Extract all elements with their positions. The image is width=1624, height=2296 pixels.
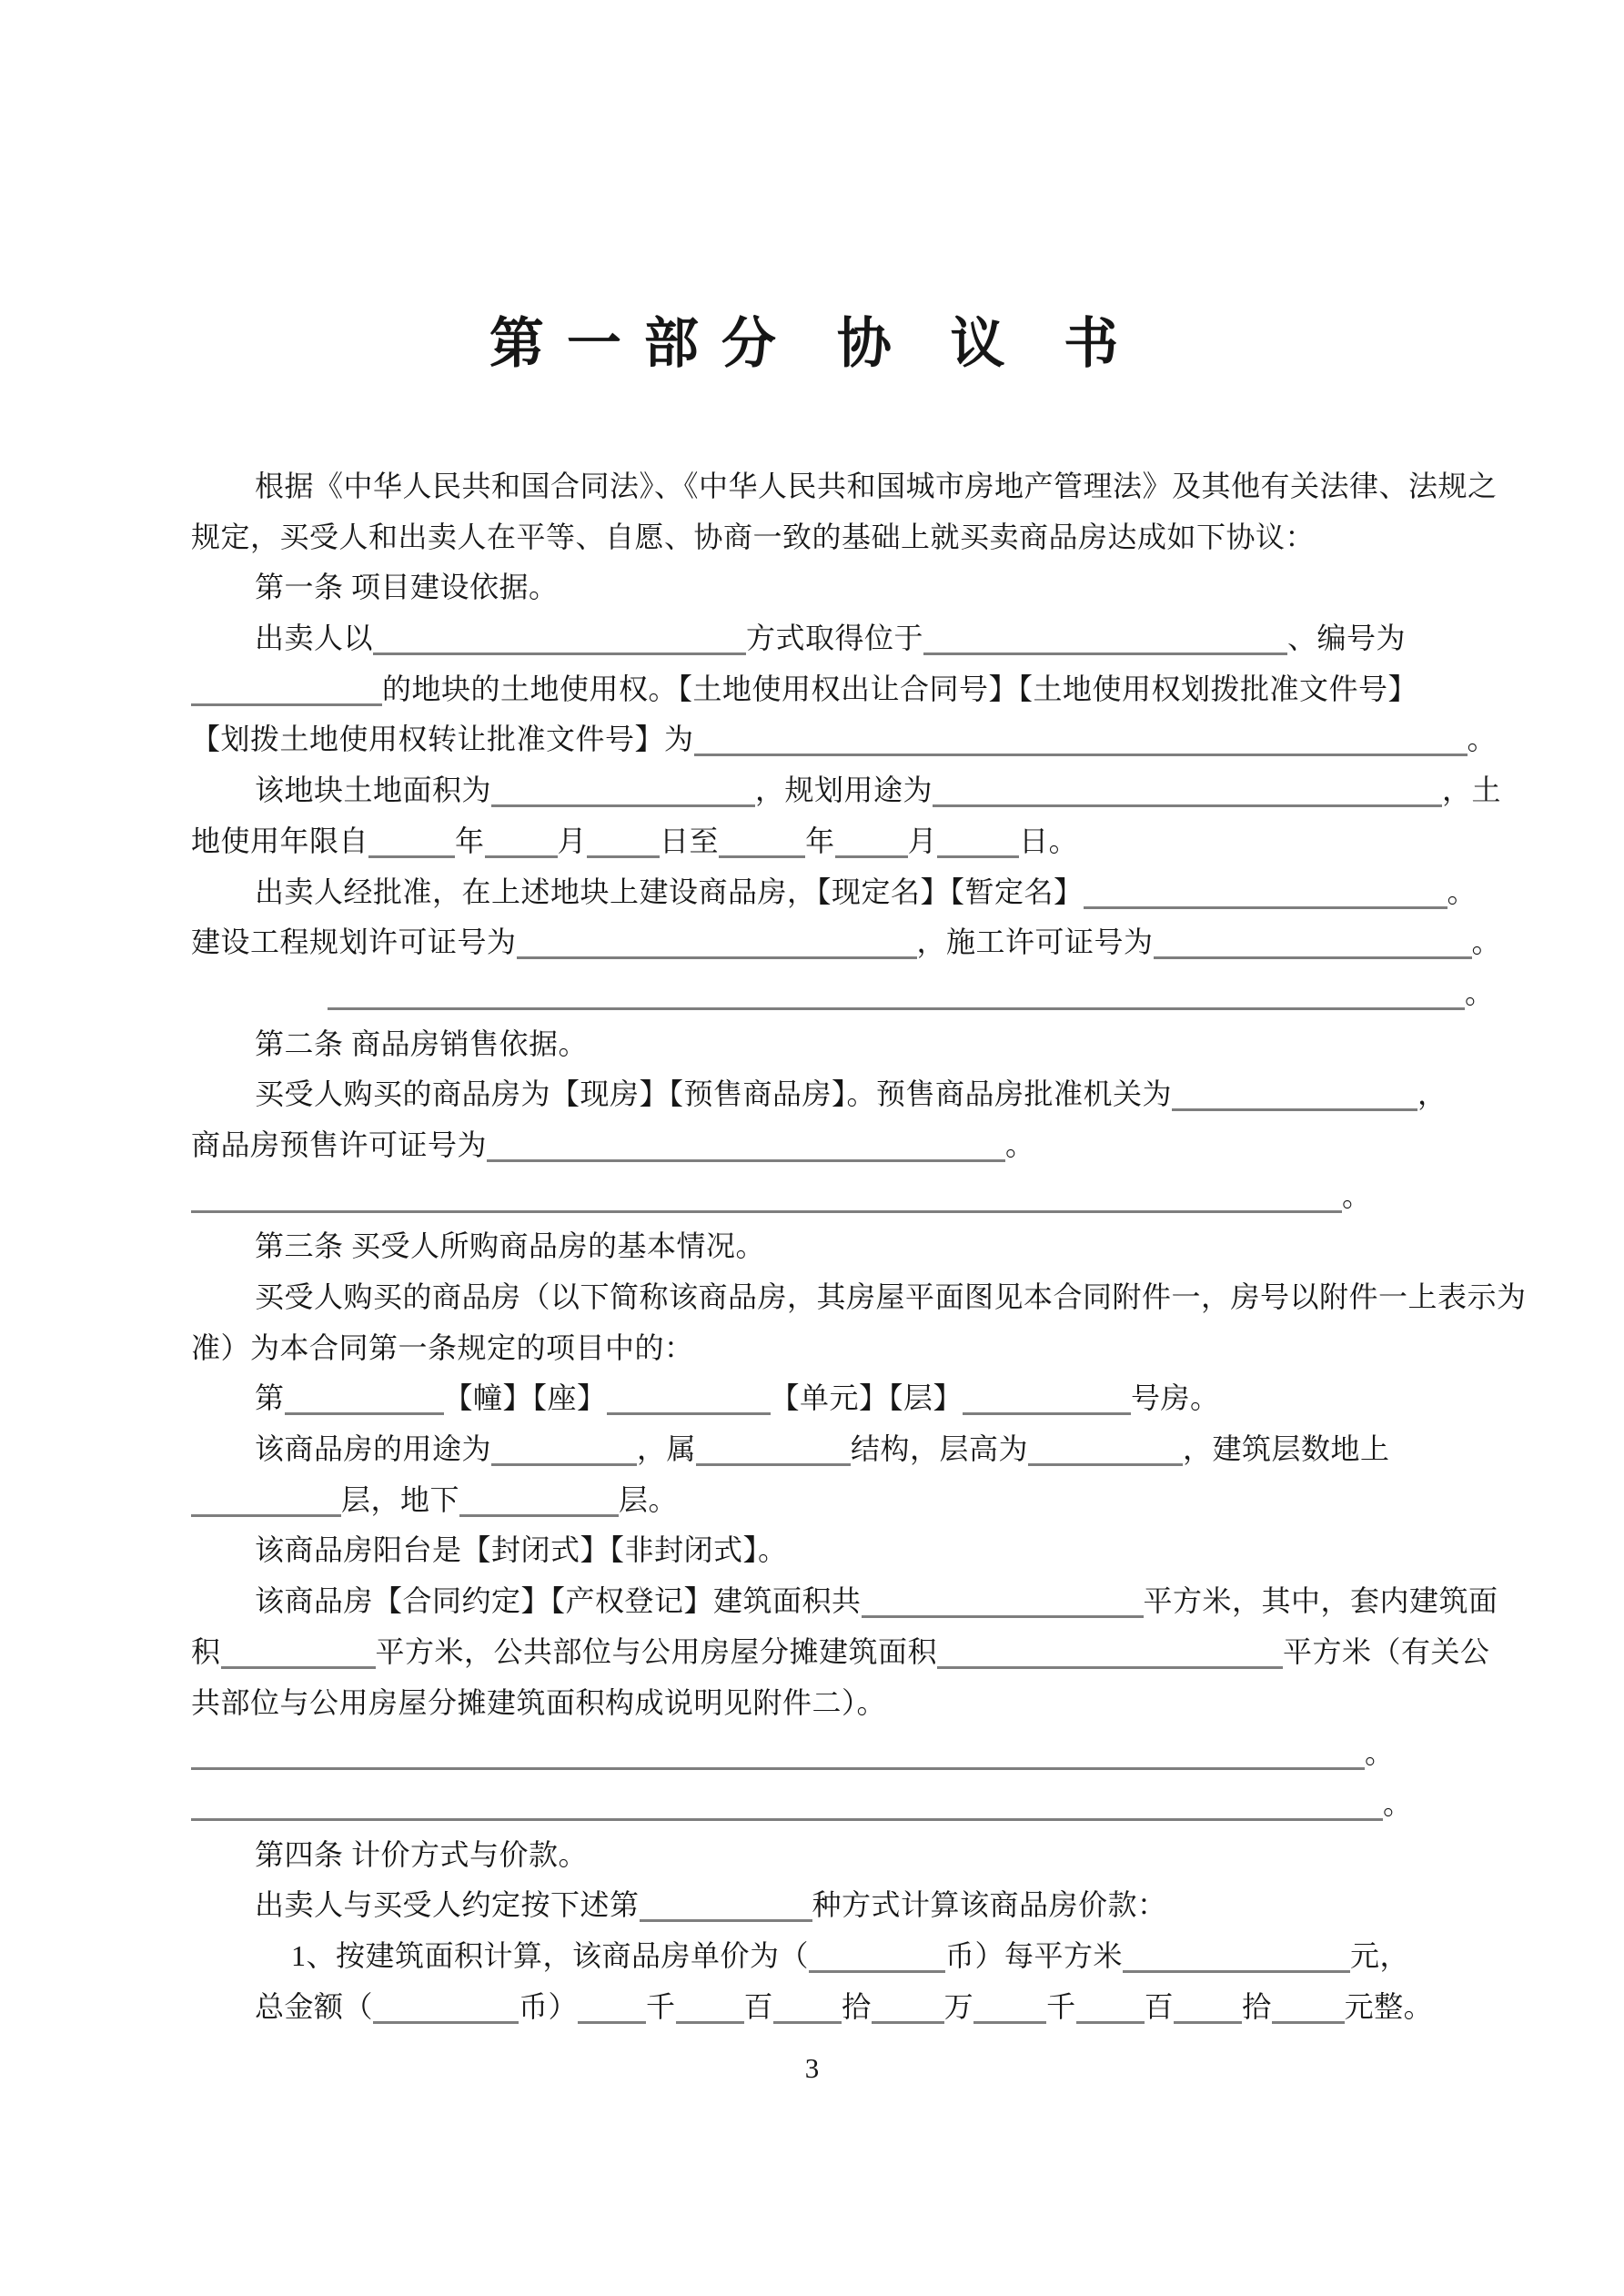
document-line <box>191 1880 1510 1931</box>
line-text: 月 <box>557 824 588 857</box>
fill-in-blank[interactable] <box>373 625 746 655</box>
fill-in-blank[interactable] <box>285 1385 444 1415</box>
line-text: ，土 <box>1442 774 1502 807</box>
line-text: 出卖人与买受人约定按下述第 <box>255 1888 640 1922</box>
fill-in-blank[interactable] <box>517 929 917 959</box>
document-line <box>191 816 1510 867</box>
line-text: 该商品房的用途为 <box>255 1432 492 1466</box>
line-text: 币） <box>519 1989 579 2023</box>
line-text: 。 <box>1465 976 1495 1009</box>
line-text: 种方式计算该商品房价款： <box>812 1888 1167 1922</box>
document-title <box>0 313 1624 375</box>
document-body <box>191 461 1527 2032</box>
document-line <box>191 1830 1510 1881</box>
fill-in-blank[interactable] <box>221 1639 376 1669</box>
fill-in-blank[interactable] <box>937 1639 1283 1669</box>
line-text: 月 <box>907 824 938 857</box>
fill-in-blank[interactable] <box>191 1740 1365 1770</box>
title-part-1: 第一部分 <box>489 313 799 374</box>
line-text: 元， <box>1350 1938 1410 1972</box>
line-text: ，规划用途为 <box>755 774 933 807</box>
line-text: 年 <box>805 824 835 857</box>
document-line <box>191 1779 1510 1830</box>
document-line <box>191 1373 1510 1424</box>
line-text: 元整。 <box>1344 1989 1434 2023</box>
line-text: 拾 <box>1242 1989 1272 2023</box>
line-text: 千 <box>646 1989 676 2023</box>
document-line <box>191 664 1510 715</box>
fill-in-blank[interactable] <box>607 1385 771 1415</box>
document-line <box>191 1576 1510 1627</box>
line-text: 买受人购买的商品房为【现房】【预售商品房】。预售商品房批准机关为 <box>255 1077 1173 1111</box>
document-line <box>191 1525 1510 1576</box>
fill-in-blank[interactable] <box>963 1385 1131 1415</box>
document-line <box>191 1475 1510 1526</box>
line-text: 该商品房【合同约定】【产权登记】建筑面积共 <box>255 1584 862 1618</box>
document-line <box>191 867 1510 918</box>
line-text: 地使用年限自 <box>191 824 369 857</box>
fill-in-blank[interactable] <box>1084 879 1447 909</box>
fill-in-blank[interactable] <box>1172 1081 1417 1111</box>
fill-in-blank[interactable] <box>191 1487 341 1517</box>
line-text: 百 <box>1144 1989 1175 2023</box>
fill-in-blank[interactable] <box>809 1943 945 1973</box>
document-line <box>191 714 1510 765</box>
line-text: 。 <box>1383 1786 1413 1820</box>
line-text: 建设工程规划许可证号为 <box>191 925 517 959</box>
line-text: 百 <box>743 1989 774 2023</box>
line-text: 万 <box>943 1989 974 2023</box>
document-line <box>191 1221 1510 1272</box>
fill-in-blank[interactable] <box>191 1183 1342 1213</box>
line-text: ，建筑层数地上 <box>1183 1432 1390 1466</box>
line-text: 商品房预售许可证号为 <box>191 1128 488 1161</box>
document-line <box>191 512 1510 563</box>
fill-in-blank[interactable] <box>1174 1994 1242 2024</box>
document-line <box>191 613 1510 664</box>
document-line <box>191 1120 1510 1171</box>
fill-in-blank[interactable] <box>1272 1994 1345 2024</box>
document-line <box>191 1728 1510 1779</box>
title-part-2: 协 议 书 <box>836 313 1135 374</box>
fill-in-blank[interactable] <box>368 828 455 858</box>
document-line <box>191 917 1510 968</box>
fill-in-blank[interactable] <box>676 1994 744 2024</box>
line-text: 出卖人以 <box>255 622 374 655</box>
line-text: 年 <box>455 824 485 857</box>
line-text: 方式取得位于 <box>746 622 924 655</box>
line-text: 根据《中华人民共和国合同法》、《中华人民共和国城市房地产管理法》及其他有关法律、法规之 <box>255 470 1498 502</box>
fill-in-blank[interactable] <box>491 1436 637 1466</box>
line-text: 共部位与公用房屋分摊建筑面积构成说明见附件二）。 <box>191 1685 887 1719</box>
line-text: 第三条 买受人所购商品房的基本情况。 <box>255 1229 766 1263</box>
fill-in-blank[interactable] <box>487 1132 1005 1162</box>
line-text: 平方米，公共部位与公用房屋分摊建筑面积 <box>375 1634 938 1668</box>
line-text: 。 <box>1447 875 1478 908</box>
line-text: 准）为本合同第一条规定的项目中的： <box>191 1330 694 1364</box>
line-text: 1、按建筑面积计算，该商品房单价为（ <box>291 1938 810 1972</box>
fill-in-blank[interactable] <box>933 777 1442 807</box>
document-line <box>191 1678 1510 1729</box>
line-text: 规定，买受人和出卖人在平等、自愿、协商一致的基础上就买卖商品房达成如下协议： <box>191 520 1316 553</box>
fill-in-blank[interactable] <box>1076 1994 1145 2024</box>
fill-in-blank[interactable] <box>578 1994 646 2024</box>
line-text: 第 <box>255 1381 285 1415</box>
line-text: 平方米，其中，套内建筑面 <box>1143 1584 1498 1618</box>
fill-in-blank[interactable] <box>640 1892 812 1922</box>
document-line <box>191 1323 1510 1374</box>
fill-in-blank[interactable] <box>923 625 1287 655</box>
fill-in-blank[interactable] <box>491 777 755 807</box>
fill-in-blank[interactable] <box>191 676 382 706</box>
fill-in-blank[interactable] <box>872 1994 944 2024</box>
fill-in-blank[interactable] <box>459 1487 619 1517</box>
line-text: 。 <box>1005 1128 1035 1161</box>
line-text: 币）每平方米 <box>945 1938 1124 1972</box>
fill-in-blank[interactable] <box>773 1994 842 2024</box>
line-text: 号房。 <box>1131 1381 1220 1415</box>
line-text: 层。 <box>619 1482 679 1516</box>
document-line <box>191 1424 1510 1475</box>
fill-in-blank[interactable] <box>1123 1943 1350 1973</box>
line-text: 的地块的土地使用权。【土地使用权出让合同号】【土地使用权划拨批准文件号】 <box>382 672 1418 705</box>
line-text: 拾 <box>842 1989 872 2023</box>
fill-in-blank[interactable] <box>694 726 1468 756</box>
fill-in-blank[interactable] <box>328 980 1465 1010</box>
line-text: 积 <box>191 1634 221 1668</box>
document-line <box>191 968 1510 1019</box>
fill-in-blank[interactable] <box>862 1588 1144 1618</box>
line-text: 日。 <box>1019 824 1079 857</box>
page-number: 3 <box>804 2052 820 2084</box>
line-text: 第一条 项目建设依据。 <box>255 571 559 604</box>
line-text: ，施工许可证号为 <box>916 925 1154 959</box>
document-line <box>191 1272 1527 1323</box>
line-text: 。 <box>1342 1178 1372 1212</box>
fill-in-blank[interactable] <box>973 1994 1046 2024</box>
fill-in-blank[interactable] <box>373 1994 519 2024</box>
line-text: 第二条 商品房销售依据。 <box>255 1027 589 1060</box>
document-line <box>191 1069 1510 1120</box>
line-text: ，属 <box>637 1432 697 1466</box>
line-text: 、编号为 <box>1287 622 1407 655</box>
fill-in-blank[interactable] <box>485 828 558 858</box>
fill-in-blank[interactable] <box>1028 1436 1183 1466</box>
line-text: 该地块土地面积为 <box>255 774 492 807</box>
document-line <box>191 1019 1510 1070</box>
document-line <box>191 1931 1510 1982</box>
line-text: 第四条 计价方式与价款。 <box>255 1837 589 1871</box>
line-text: 日至 <box>660 824 720 857</box>
line-text: 平方米（有关公 <box>1283 1634 1490 1668</box>
line-text: 。 <box>1467 723 1498 756</box>
document-line <box>191 562 1510 613</box>
fill-in-blank[interactable] <box>587 828 660 858</box>
document-line <box>191 765 1510 816</box>
fill-in-blank[interactable] <box>1154 929 1472 959</box>
line-text: 。 <box>1471 925 1502 959</box>
line-text: 总金额（ <box>255 1989 374 2023</box>
document-line <box>191 1982 1510 2033</box>
fill-in-blank[interactable] <box>719 828 805 858</box>
document-line <box>191 461 1510 512</box>
fill-in-blank[interactable] <box>696 1436 851 1466</box>
line-text: 【幢】【座】 <box>443 1381 607 1415</box>
line-text: 结构，层高为 <box>851 1432 1029 1466</box>
document-line <box>191 1627 1510 1678</box>
fill-in-blank[interactable] <box>191 1791 1383 1821</box>
line-text: 该商品房阳台是【封闭式】【非封闭式】。 <box>255 1533 788 1567</box>
line-text: 层，地下 <box>341 1482 460 1516</box>
line-text: ， <box>1417 1077 1447 1111</box>
document-line <box>191 1171 1510 1222</box>
line-text: 【单元】【层】 <box>770 1381 963 1415</box>
line-text: 。 <box>1365 1736 1395 1770</box>
line-text: 【划拨土地使用权转让批准文件号】为 <box>191 723 694 756</box>
fill-in-blank[interactable] <box>937 828 1019 858</box>
line-text: 买受人购买的商品房（以下简称该商品房，其房屋平面图见本合同附件一，房号以附件一上表示为 <box>255 1280 1527 1313</box>
fill-in-blank[interactable] <box>835 828 908 858</box>
line-text: 出卖人经批准，在上述地块上建设商品房，【现定名】【暂定名】 <box>255 875 1084 908</box>
line-text: 千 <box>1046 1989 1076 2023</box>
